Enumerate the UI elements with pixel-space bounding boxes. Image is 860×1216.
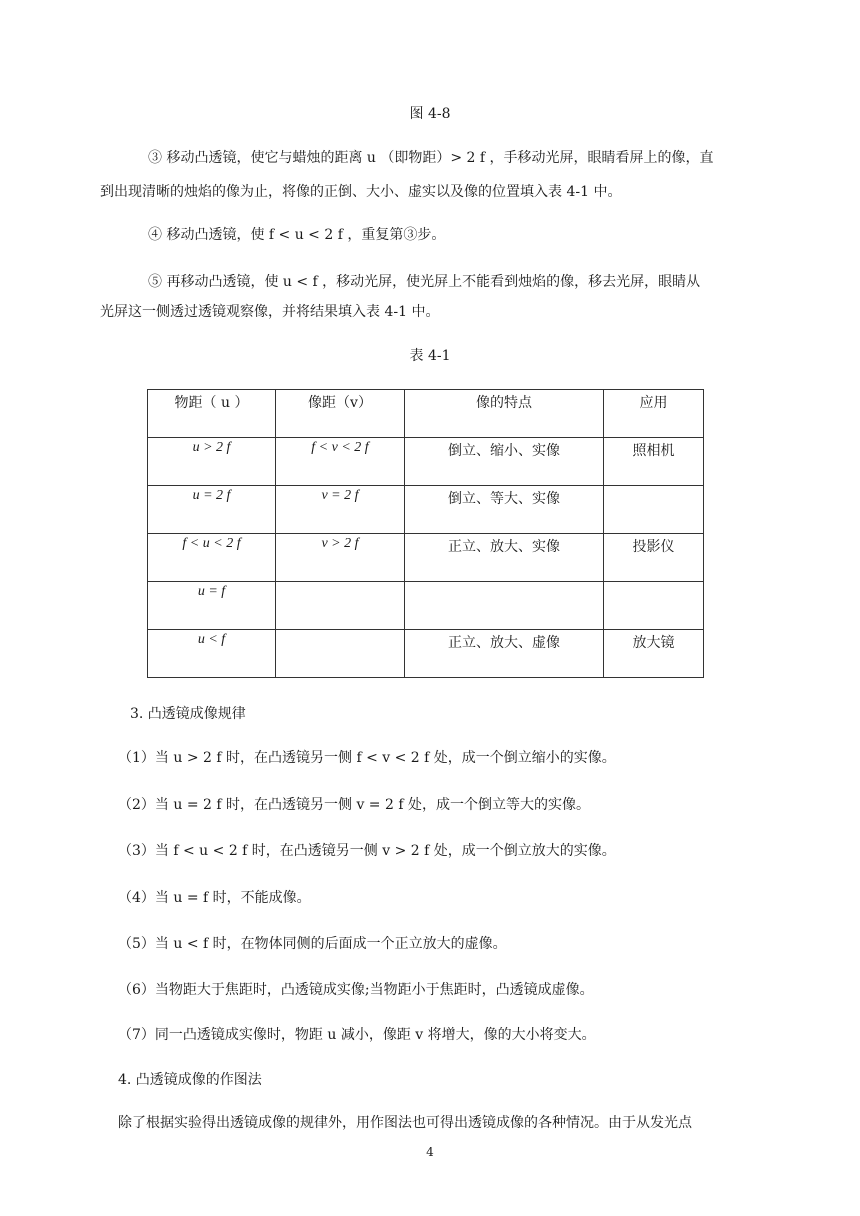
rule-7: （7）同一凸透镜成实像时，物距 u 减小，像距 v 将增大，像的大小将变大。 [118, 1027, 596, 1043]
rule-6: （6）当物距大于焦距时，凸透镜成实像;当物距小于焦距时，凸透镜成虚像。 [118, 982, 594, 998]
table-4-1 [147, 389, 704, 678]
cell-application: 照相机 [604, 438, 704, 486]
rule-4: （4）当 u = f 时，不能成像。 [118, 890, 311, 906]
cell-image-distance [276, 582, 405, 630]
section-3-title: 3. 凸透镜成像规律 [130, 706, 246, 722]
cell-image-distance: v = 2 f [276, 486, 405, 534]
cell-object-distance: u < f [148, 630, 276, 678]
step5-line2: 光屏这一侧透过透镜观察像，并将结果填入表 4-1 中。 [100, 304, 440, 320]
page-number: 4 [426, 1145, 434, 1159]
rule-1: （1）当 u > 2 f 时，在凸透镜另一侧 f < v < 2 f 处，成一个倒立缩小的实像。 [118, 750, 616, 766]
cell-image-features: 倒立、等大、实像 [405, 486, 604, 534]
header-image-features: 像的特点 [405, 390, 604, 438]
cell-image-features: 正立、放大、实像 [405, 534, 604, 582]
section-4-title: 4. 凸透镜成像的作图法 [118, 1072, 262, 1088]
cell-object-distance: u = 2 f [148, 486, 276, 534]
step4-text: ④ 移动凸透镜，使 f < u < 2 f ，重复第③步。 [148, 227, 446, 243]
header-image-distance: 像距（v） [276, 390, 405, 438]
cell-application: 投影仪 [604, 534, 704, 582]
cell-object-distance: f < u < 2 f [148, 534, 276, 582]
cell-application [604, 486, 704, 534]
rule-2: （2）当 u = 2 f 时，在凸透镜另一侧 v = 2 f 处，成一个倒立等大的实像。 [118, 797, 590, 813]
cell-image-distance: v > 2 f [276, 534, 405, 582]
step3-line2: 到出现清晰的烛焰的像为止，将像的正倒、大小、虚实以及像的位置填入表 4-1 中。 [100, 184, 622, 200]
table-caption: 表 4-1 [409, 348, 451, 364]
table-row [148, 534, 704, 582]
cell-application [604, 582, 704, 630]
table-row [148, 486, 704, 534]
section-4-text: 除了根据实验得出透镜成像的规律外，用作图法也可得出透镜成像的各种情况。由于从发光点 [118, 1115, 692, 1131]
cell-application: 放大镜 [604, 630, 704, 678]
header-object-distance: 物距（ u ） [148, 390, 276, 438]
header-application: 应用 [604, 390, 704, 438]
step3-line1: ③ 移动凸透镜，使它与蜡烛的距离 u （即物距）> 2 f ，手移动光屏，眼睛看屏上的像，直 [148, 150, 714, 166]
table-row [148, 438, 704, 486]
cell-image-distance: f < v < 2 f [276, 438, 405, 486]
rule-5: （5）当 u < f 时，在物体同侧的后面成一个正立放大的虚像。 [118, 936, 507, 952]
cell-object-distance: u = f [148, 582, 276, 630]
table-row [148, 582, 704, 630]
step5-line1: ⑤ 再移动凸透镜，使 u < f ，移动光屏，使光屏上不能看到烛焰的像，移去光屏，眼睛从 [148, 274, 701, 290]
cell-image-distance [276, 630, 405, 678]
table-row [148, 630, 704, 678]
figure-caption: 图 4-8 [409, 106, 451, 122]
cell-image-features: 倒立、缩小、实像 [405, 438, 604, 486]
table-header-row [148, 390, 704, 438]
cell-image-features: 正立、放大、虚像 [405, 630, 604, 678]
rule-3: （3）当 f < u < 2 f 时，在凸透镜另一侧 v > 2 f 处，成一个倒立放大的实像。 [118, 843, 616, 859]
cell-image-features [405, 582, 604, 630]
cell-object-distance: u > 2 f [148, 438, 276, 486]
